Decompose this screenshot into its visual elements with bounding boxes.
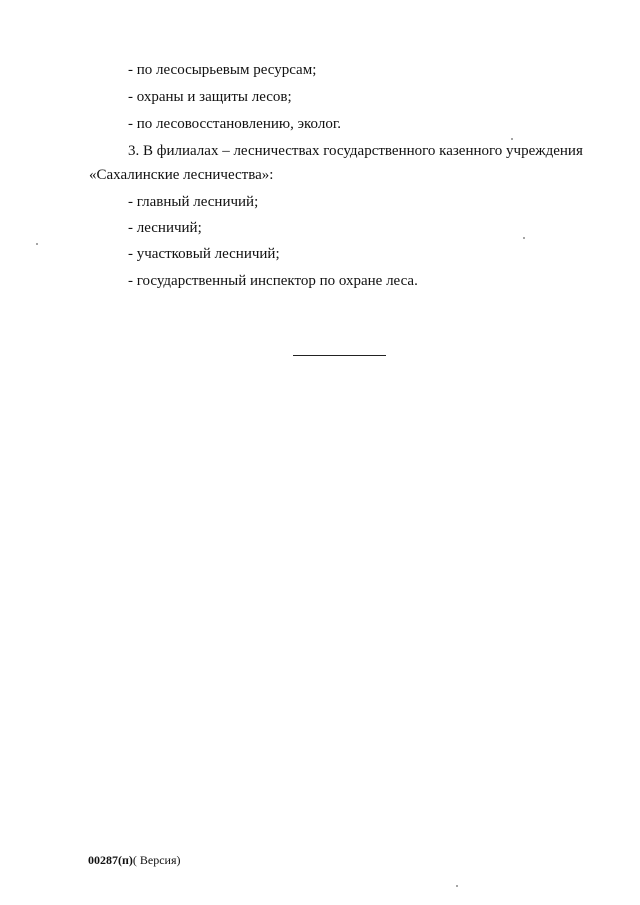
list-item: - главный лесничий; bbox=[128, 194, 259, 210]
list-item: - лесничий; bbox=[128, 220, 202, 236]
document-code: 00287(п) bbox=[88, 853, 133, 867]
section-3-heading: 3. В филиалах – лесничествах государственного казенного учреждения bbox=[128, 143, 583, 159]
list-item: - охраны и защиты лесов; bbox=[128, 89, 292, 105]
footer bbox=[88, 853, 181, 867]
list-item: - по лесосырьевым ресурсам; bbox=[128, 62, 317, 78]
scan-speck bbox=[523, 237, 525, 239]
list-item: - по лесовосстановлению, эколог. bbox=[128, 116, 342, 132]
document-version: ( Версия) bbox=[132, 853, 181, 867]
separator-line bbox=[293, 355, 386, 356]
list-item: - государственный инспектор по охране леса. bbox=[128, 273, 418, 289]
list-item: - участковый лесничий; bbox=[128, 246, 280, 262]
section-3-continuation: «Сахалинские лесничества»: bbox=[89, 167, 274, 183]
scan-speck bbox=[456, 885, 458, 887]
scan-speck bbox=[511, 138, 513, 140]
scan-speck bbox=[36, 243, 38, 245]
